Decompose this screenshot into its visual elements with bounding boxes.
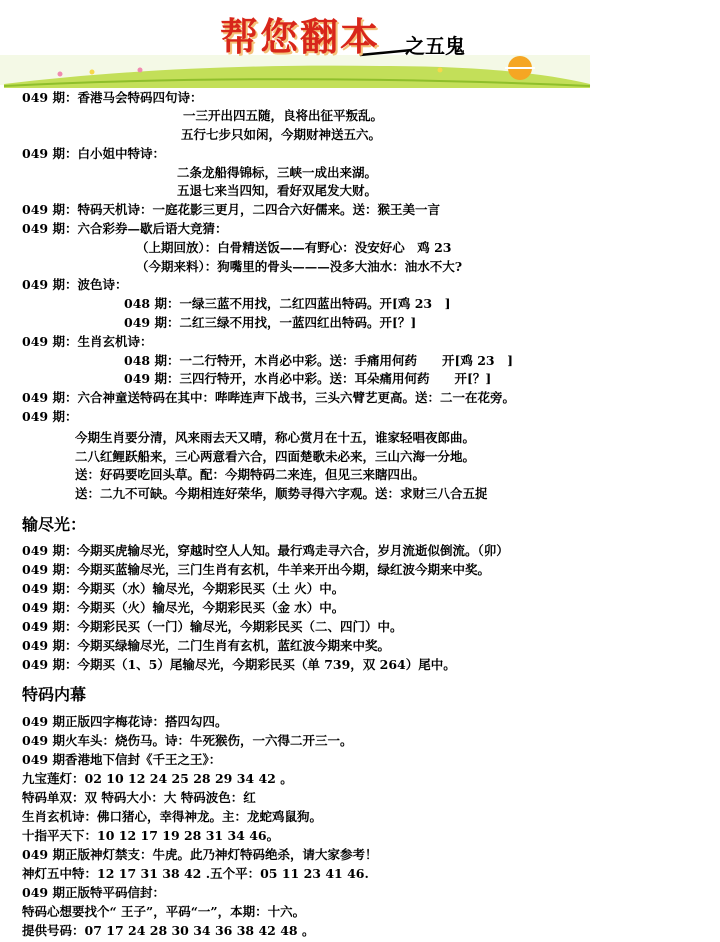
line: 送：二九不可缺。今期相连好荣华，顺势寻得六字观。送：求财三八合五捉 [75,486,488,501]
line: 神灯五中特：12 17 31 38 42 .五个平：05 11 23 41 46. [22,866,369,881]
line: 九宝莲灯：02 10 12 24 25 28 29 34 42 。 [22,771,293,786]
page-title: 帮您翻本 [220,15,381,59]
line: 049 期：香港马会特码四句诗： [22,90,203,105]
line: 049 期：今期买虎输尽光，穿越时空人人知。最行鸡走寻六合，岁月流逝似倒流。（卯） [22,543,509,558]
header-banner [0,0,720,92]
flower-icon [138,68,143,73]
flower-icon [438,68,443,73]
line: 049 期正版神灯禁支：牛虎。此乃神灯特码绝杀，请大家参考！ [22,847,378,862]
line: 049 期：今期彩民买（一门）输尽光，今期彩民买（二、四门）中。 [22,619,403,634]
line: 049 期：六合神童送特码在其中：哔哔连声下战书，三头六臂艺更高。送：二一在花旁。 [22,390,515,405]
line: 049 期：波色诗： [22,277,128,292]
line: 049 期：今期买（水）输尽光，今期彩民买（土 火）中。 [22,581,345,596]
line: 二条龙船得锦标，三峡一成出来湖。 [177,165,378,180]
line: 049 期：今期买（火）输尽光，今期彩民买（金 水）中。 [22,600,345,615]
line: 049 期：二红三绿不用找，一蓝四红出特码。开[？] [124,315,417,330]
line: 049 期：今期买（1、5）尾输尽光，今期彩民买（单 739，双 264）尾中。 [22,657,456,672]
line: 049 期：今期买蓝输尽光，三门生肖有玄机，牛羊来开出今期，绿红波今期来中奖。 [22,562,490,577]
page-subtitle: 之五鬼 [405,34,465,58]
line: 提供号码：07 17 24 28 30 34 36 38 42 48 。 [22,923,315,938]
line: 二八红鲤跃船来，三心两意看六合，四面楚歌未必来，三山六海一分地。 [75,449,476,464]
line: 五退七来当四知，看好双尾发大财。 [177,183,378,198]
line: 049 期：特码天机诗：一庭花影三更月，二四合六好儒来。送：猴王美一言 [22,202,440,217]
flower-icon [90,70,95,75]
line: 十指平天下：10 12 17 19 28 31 34 46。 [22,828,280,843]
section-title-inside-info: 特码内幕 [22,685,87,704]
line: 049 期：三四行特开，水肖必中彩。送：耳朵痛用何药 开[？] [124,371,492,386]
line: 特码心想要找个“ 王子”，平码“一”，本期：十六。 [22,904,306,919]
line: 049 期：今期买绿输尽光，二门生肖有玄机，蓝红波今期来中奖。 [22,638,390,653]
line: 049 期：生肖玄机诗： [22,334,153,349]
line: 049 期正版四字梅花诗：搭四勾四。 [22,714,228,729]
line: （今期来料）：狗嘴里的骨头———没多大油水：油水不大? [136,259,463,274]
line: （上期回放）：白骨精送饭——有野心：没安好心 鸡 23 [136,240,452,255]
line: 特码单双：双 特码大小：大 特码波色：红 [22,790,256,805]
line: 一三开出四五随，良将出征平叛乱。 [183,108,384,123]
line: 049 期正版特平码信封： [22,885,165,900]
line: 049 期：白小姐中特诗： [22,146,165,161]
line: 今期生肖要分清，风来雨去天又晴，称心赏月在十五，谁家轻唱夜郎曲。 [75,430,476,445]
line: 048 期：一二行特开，木肖必中彩。送：手痛用何药 开[鸡 23 ] [124,353,514,368]
line: 049 期香港地下信封《千王之王》： [22,752,222,767]
line: 049 期： [22,409,78,424]
line: 049 期：六合彩券—歇后语大竞猜： [22,221,228,236]
section-title-lose-all: 输尽光： [22,515,87,534]
line: 049 期火车头：烧伤马。诗：牛死猴伤，一六得二开三一。 [22,733,353,748]
line: 048 期：一绿三蓝不用找，二红四蓝出特码。开[鸡 23 ] [124,296,451,311]
line: 生肖玄机诗：佛口猪心，幸得神龙。主：龙蛇鸡鼠狗。 [22,809,323,824]
line: 五行七步只如闲，今期财神送五六。 [181,127,382,142]
flower-icon [58,72,63,77]
line: 送：好码要吃回头草。配：今期特码二来连，但见三来瞎四出。 [75,467,426,482]
